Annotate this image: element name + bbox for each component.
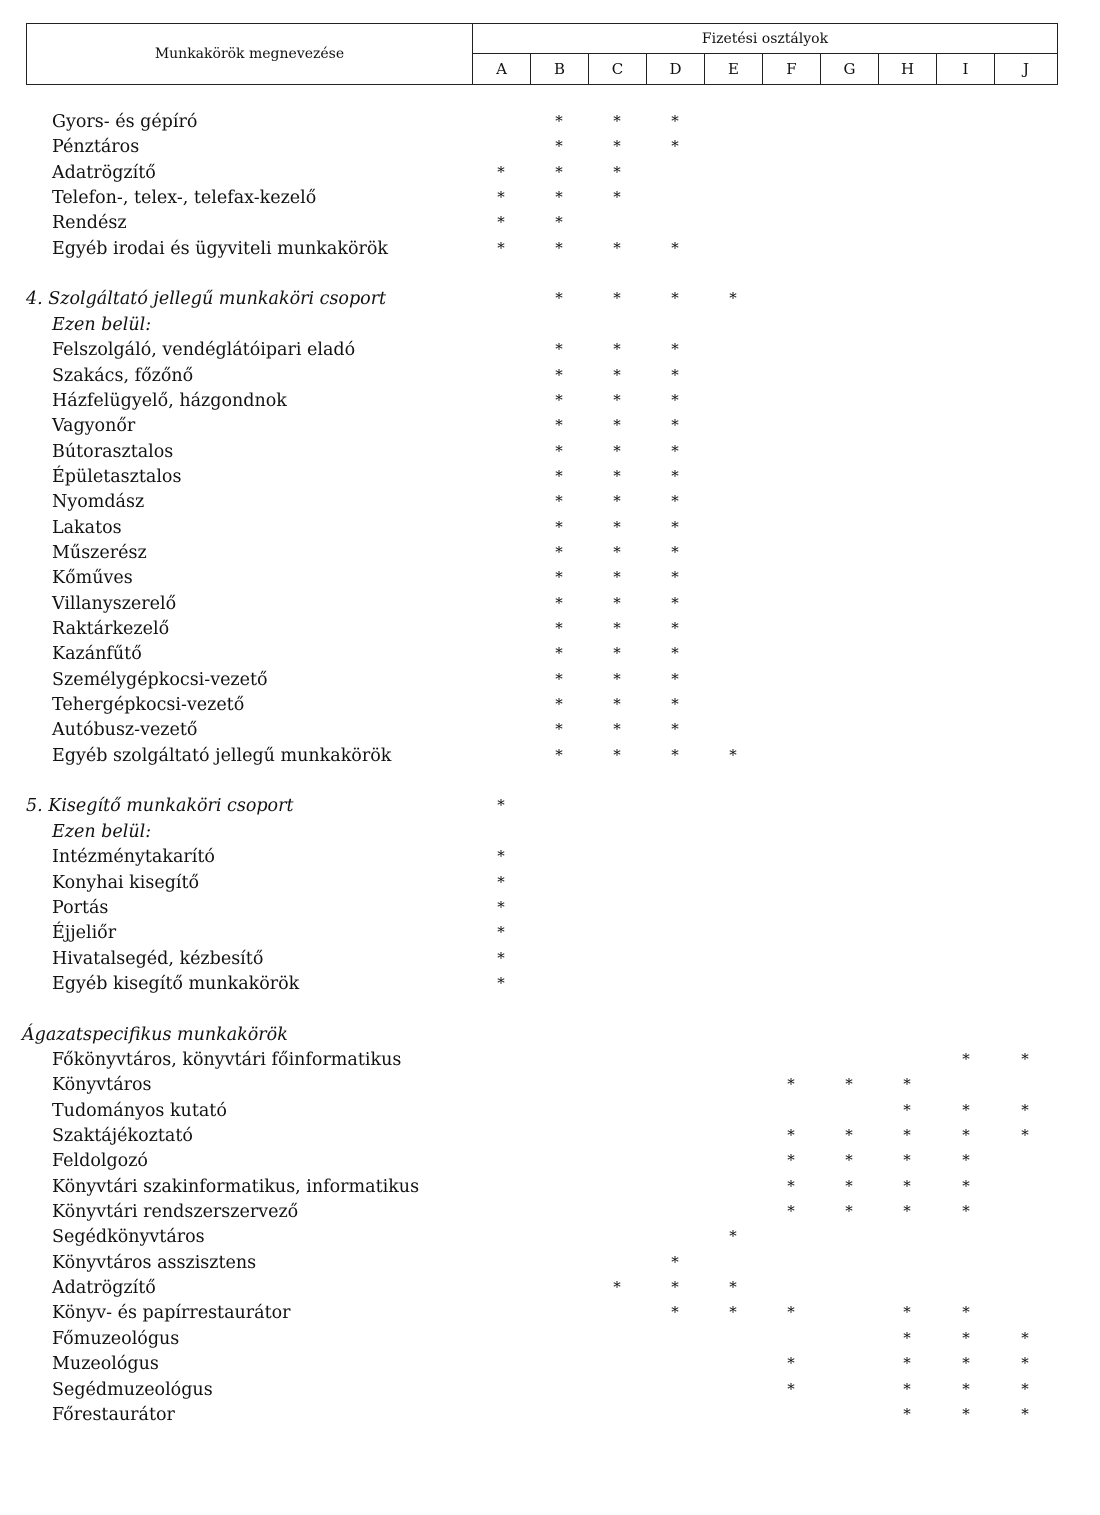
grade-mark-b: * — [555, 695, 563, 714]
grade-mark-e: * — [729, 1227, 737, 1246]
grade-mark-d: * — [671, 441, 679, 460]
grade-mark-d: * — [671, 542, 679, 561]
grade-mark-i: * — [962, 1328, 970, 1347]
job-title: Főkönyvtáros, könyvtári főinformatikus — [52, 1049, 402, 1070]
table-row — [0, 871, 1100, 896]
job-title: Gyors- és gépíró — [52, 112, 198, 132]
job-title: Könyvtáros — [52, 1075, 152, 1096]
grade-mark-h: * — [903, 1151, 911, 1170]
job-title: Könyvtári szakinformatikus, informatikus — [52, 1176, 420, 1197]
job-title: Épületasztalos — [52, 466, 182, 487]
grade-mark-i: * — [962, 1176, 970, 1195]
table-row — [0, 1099, 1100, 1124]
grade-mark-c: * — [613, 188, 621, 207]
grade-mark-b: * — [555, 466, 563, 485]
job-title: Konyhai kisegítő — [52, 872, 200, 893]
grade-mark-h: * — [903, 1075, 911, 1094]
grade-mark-d: * — [671, 695, 679, 714]
table-row — [0, 161, 1100, 186]
job-title: Telefon-, telex-, telefax-kezelő — [52, 188, 317, 209]
job-title: Pénztáros — [52, 137, 140, 158]
grade-mark-a: * — [497, 948, 505, 967]
table-row — [0, 845, 1100, 870]
job-title: Szaktájékoztató — [52, 1126, 193, 1146]
grade-mark-c: * — [613, 619, 621, 637]
grade-mark-a: * — [497, 188, 505, 207]
grade-mark-f: * — [787, 1379, 795, 1398]
job-title: Ágazatspecifikus munkakörök — [22, 1024, 288, 1045]
table-row — [0, 211, 1100, 236]
grade-mark-f: * — [787, 1354, 795, 1373]
job-title: Segédmuzeológus — [52, 1379, 213, 1400]
table-row — [0, 972, 1100, 997]
grade-mark-a: * — [497, 897, 505, 916]
job-title: Intézménytakarító — [52, 847, 215, 868]
grade-mark-g: * — [845, 1151, 853, 1170]
grade-column-f: F — [763, 54, 821, 84]
grade-mark-c: * — [613, 568, 621, 587]
job-title: Portás — [52, 897, 109, 918]
table-row — [0, 237, 1100, 262]
table-row — [0, 1175, 1100, 1200]
table-row — [0, 642, 1100, 667]
grade-column-c: C — [589, 54, 647, 84]
job-title: Ezen belül: — [52, 314, 152, 335]
table-row — [0, 135, 1100, 160]
table-row — [0, 1073, 1100, 1098]
grade-mark-f: * — [787, 1075, 795, 1094]
grade-mark-g: * — [845, 1176, 853, 1195]
table-row — [0, 921, 1100, 946]
job-title: 4. Szolgáltató jellegű munkaköri csoport — [26, 289, 387, 310]
job-title: Műszerész — [52, 542, 147, 563]
grade-mark-c: * — [613, 112, 621, 130]
grade-mark-b: * — [555, 542, 563, 561]
grade-mark-d: * — [671, 340, 679, 359]
subheading-row — [0, 313, 1100, 338]
grade-mark-d: * — [671, 390, 679, 409]
table-row — [0, 440, 1100, 465]
grade-column-j: J — [1022, 60, 1029, 78]
grade-mark-b: * — [555, 365, 563, 384]
job-title: Segédkönyvtáros — [52, 1227, 205, 1248]
grade-mark-d: * — [671, 416, 679, 435]
job-title: Adatrögzítő — [52, 162, 156, 183]
grade-mark-a: * — [497, 796, 505, 815]
grade-mark-b: * — [555, 112, 563, 130]
job-title: Ezen belül: — [52, 821, 152, 842]
spacer-row — [0, 997, 1100, 1022]
grade-mark-c: * — [613, 669, 621, 688]
grade-mark-i: * — [962, 1379, 970, 1398]
grade-mark-d: * — [671, 289, 679, 308]
grade-mark-d: * — [671, 1278, 679, 1297]
grade-mark-d: * — [671, 644, 679, 663]
table-row — [0, 110, 1100, 135]
grade-mark-h: * — [903, 1354, 911, 1373]
grade-mark-d: * — [671, 238, 679, 257]
grade-mark-b: * — [555, 238, 563, 257]
grade-mark-d: * — [671, 492, 679, 511]
table-row — [0, 947, 1100, 972]
grade-mark-a: * — [497, 238, 505, 257]
grade-mark-b: * — [555, 441, 563, 460]
grade-mark-d: * — [671, 1252, 679, 1271]
group-row — [0, 287, 1100, 312]
grade-mark-i: * — [962, 1303, 970, 1322]
table-row — [0, 1048, 1100, 1073]
grade-mark-c: * — [613, 644, 621, 663]
grade-mark-i: * — [962, 1151, 970, 1170]
grade-mark-e: * — [729, 1303, 737, 1322]
grade-mark-i: * — [962, 1126, 970, 1144]
grade-mark-h: * — [903, 1126, 911, 1144]
job-title: Autóbusz-vezető — [52, 720, 198, 741]
job-title: Tudományos kutató — [52, 1100, 227, 1121]
section-row — [0, 1023, 1100, 1048]
grade-mark-c: * — [613, 137, 621, 156]
grade-mark-c: * — [613, 289, 621, 308]
table-row — [0, 1276, 1100, 1301]
grade-mark-b: * — [555, 390, 563, 409]
job-title: Villanyszerelő — [52, 593, 177, 614]
grade-mark-c: * — [613, 695, 621, 714]
job-title: Rendész — [52, 213, 127, 234]
grade-mark-b: * — [555, 416, 563, 435]
job-title: Vagyonőr — [52, 416, 136, 437]
grade-mark-d: * — [671, 720, 679, 739]
subheading-row — [0, 820, 1100, 845]
grade-mark-c: * — [613, 365, 621, 384]
table-row — [0, 744, 1100, 769]
grade-mark-d: * — [671, 1303, 679, 1322]
grade-mark-b: * — [555, 188, 563, 207]
job-title: Kazánfűtő — [52, 644, 142, 665]
grade-mark-j: * — [1021, 1379, 1029, 1398]
grade-column-i: I — [937, 54, 995, 84]
job-title: Egyéb szolgáltató jellegű munkakörök — [52, 745, 392, 766]
grade-mark-j: * — [1021, 1126, 1029, 1144]
grade-mark-c: * — [613, 416, 621, 435]
grade-mark-c: * — [613, 162, 621, 181]
grade-mark-e: * — [729, 745, 737, 764]
grade-mark-c: * — [613, 390, 621, 409]
job-title: Könyv- és papírrestaurátor — [52, 1303, 291, 1324]
grade-mark-b: * — [555, 593, 563, 612]
table-row — [0, 617, 1100, 642]
table-row — [0, 1327, 1100, 1352]
grade-mark-b: * — [555, 340, 563, 359]
grade-column-e: E — [705, 54, 763, 84]
grade-mark-i: * — [962, 1049, 970, 1068]
table-row — [0, 718, 1100, 743]
table-row — [0, 364, 1100, 389]
table-row — [0, 465, 1100, 490]
job-title: Feldolgozó — [52, 1151, 148, 1172]
table-row — [0, 414, 1100, 439]
header-table — [26, 23, 1058, 85]
grade-mark-d: * — [671, 669, 679, 688]
job-title: Hivatalsegéd, kézbesítő — [52, 948, 264, 969]
job-title: 5. Kisegítő munkaköri csoport — [26, 796, 294, 817]
grade-mark-g: * — [845, 1126, 853, 1144]
grade-mark-h: * — [903, 1176, 911, 1195]
grade-column-h: H — [879, 54, 937, 84]
grade-mark-j: * — [1021, 1100, 1029, 1119]
grade-mark-d: * — [671, 619, 679, 637]
table-row — [0, 541, 1100, 566]
grade-mark-c: * — [613, 745, 621, 764]
job-title: Adatrögzítő — [52, 1278, 156, 1299]
grade-mark-b: * — [555, 213, 563, 232]
table-row — [0, 490, 1100, 515]
table-row — [0, 896, 1100, 921]
job-title: Felszolgáló, vendéglátóipari eladó — [52, 340, 356, 361]
grade-mark-h: * — [903, 1404, 911, 1423]
grade-mark-b: * — [555, 644, 563, 663]
job-title: Főrestaurátor — [52, 1404, 175, 1425]
grade-mark-e: * — [729, 1278, 737, 1297]
grade-mark-c: * — [613, 238, 621, 257]
grade-mark-c: * — [613, 1278, 621, 1297]
grade-mark-a: * — [497, 872, 505, 891]
grade-mark-b: * — [555, 669, 563, 688]
job-title: Egyéb kisegítő munkakörök — [52, 973, 300, 994]
grade-mark-a: * — [497, 973, 505, 992]
grade-mark-a: * — [497, 923, 505, 942]
table-row — [0, 693, 1100, 718]
grade-mark-f: * — [787, 1176, 795, 1195]
grade-mark-b: * — [555, 619, 563, 637]
grade-mark-d: * — [671, 466, 679, 485]
grade-mark-d: * — [671, 365, 679, 384]
table-row — [0, 1124, 1100, 1149]
grade-mark-d: * — [671, 137, 679, 156]
grade-mark-g: * — [845, 1202, 853, 1221]
grade-mark-b: * — [555, 162, 563, 181]
table-row — [0, 1352, 1100, 1377]
grade-mark-b: * — [555, 720, 563, 739]
pay-grades-header: Fizetési osztályok — [473, 24, 1057, 54]
grade-mark-b: * — [555, 492, 563, 511]
grade-mark-c: * — [613, 441, 621, 460]
table-row — [0, 1149, 1100, 1174]
grade-mark-f: * — [787, 1202, 795, 1221]
table-row — [0, 1301, 1100, 1326]
grade-mark-i: * — [962, 1202, 970, 1221]
table-row — [0, 1225, 1100, 1250]
job-title: Bútorasztalos — [52, 441, 174, 462]
table-row — [0, 1378, 1100, 1403]
grade-mark-d: * — [671, 112, 679, 130]
grade-mark-c: * — [613, 340, 621, 359]
grade-mark-a: * — [497, 847, 505, 866]
table-row — [0, 592, 1100, 617]
grade-mark-h: * — [903, 1328, 911, 1347]
grade-mark-f: * — [787, 1126, 795, 1144]
table-row — [0, 566, 1100, 591]
job-title: Könyvtári rendszerszervező — [52, 1202, 299, 1223]
grade-mark-c: * — [613, 492, 621, 511]
table-row — [0, 1403, 1100, 1428]
grade-mark-b: * — [555, 137, 563, 156]
grade-mark-j: * — [1021, 1404, 1029, 1423]
table-row — [0, 668, 1100, 693]
grade-mark-i: * — [962, 1404, 970, 1423]
job-title: Lakatos — [52, 517, 122, 538]
grade-mark-h: * — [903, 1303, 911, 1322]
grade-mark-g: * — [845, 1075, 853, 1094]
group-row — [0, 794, 1100, 819]
job-title-column-header: Munkakörök megnevezése — [27, 24, 473, 84]
job-title: Raktárkezelő — [52, 619, 170, 639]
grade-mark-a: * — [497, 162, 505, 181]
grade-column-g: G — [821, 54, 879, 84]
grade-mark-c: * — [613, 542, 621, 561]
grade-column-b: B — [531, 54, 589, 84]
grade-column-d: D — [647, 54, 705, 84]
job-title: Könyvtáros asszisztens — [52, 1252, 257, 1273]
job-title: Nyomdász — [52, 492, 145, 513]
job-title: Házfelügyelő, házgondnok — [52, 390, 287, 411]
grade-mark-e: * — [729, 289, 737, 308]
grade-mark-b: * — [555, 568, 563, 587]
table-row — [0, 389, 1100, 414]
grade-mark-d: * — [671, 517, 679, 536]
table-row — [0, 338, 1100, 363]
grade-mark-c: * — [613, 517, 621, 536]
spacer-row — [0, 769, 1100, 794]
grade-mark-i: * — [962, 1100, 970, 1119]
grade-mark-f: * — [787, 1303, 795, 1322]
grade-mark-h: * — [903, 1100, 911, 1119]
grade-mark-b: * — [555, 745, 563, 764]
grade-mark-d: * — [671, 745, 679, 764]
grade-mark-j: * — [1021, 1049, 1029, 1068]
table-row — [0, 1200, 1100, 1225]
grade-mark-a: * — [497, 213, 505, 232]
grade-mark-b: * — [555, 517, 563, 536]
spacer-row — [0, 262, 1100, 287]
grade-mark-c: * — [613, 466, 621, 485]
grade-mark-c: * — [613, 720, 621, 739]
table-row — [0, 516, 1100, 541]
table-row — [0, 186, 1100, 211]
grade-mark-h: * — [903, 1202, 911, 1221]
job-title: Éjjeliőr — [52, 923, 117, 944]
job-title: Személygépkocsi-vezető — [52, 669, 268, 690]
grade-mark-d: * — [671, 593, 679, 612]
job-title: Muzeológus — [52, 1354, 159, 1375]
job-title: Kőműves — [52, 568, 133, 589]
grade-mark-c: * — [613, 593, 621, 612]
table-row — [0, 1251, 1100, 1276]
pay-grade-columns — [473, 54, 1057, 84]
grade-mark-b: * — [555, 289, 563, 308]
grade-mark-j: * — [1021, 1354, 1029, 1373]
job-title: Főmuzeológus — [52, 1328, 180, 1349]
job-title: Egyéb irodai és ügyviteli munkakörök — [52, 238, 388, 259]
grade-mark-j: * — [1021, 1328, 1029, 1347]
grade-mark-d: * — [671, 568, 679, 587]
grade-column-a: A — [473, 54, 531, 84]
grade-mark-f: * — [787, 1151, 795, 1170]
job-title: Szakács, főzőnő — [52, 365, 194, 386]
grade-mark-i: * — [962, 1354, 970, 1373]
job-title: Tehergépkocsi-vezető — [52, 695, 245, 716]
grade-mark-h: * — [903, 1379, 911, 1398]
